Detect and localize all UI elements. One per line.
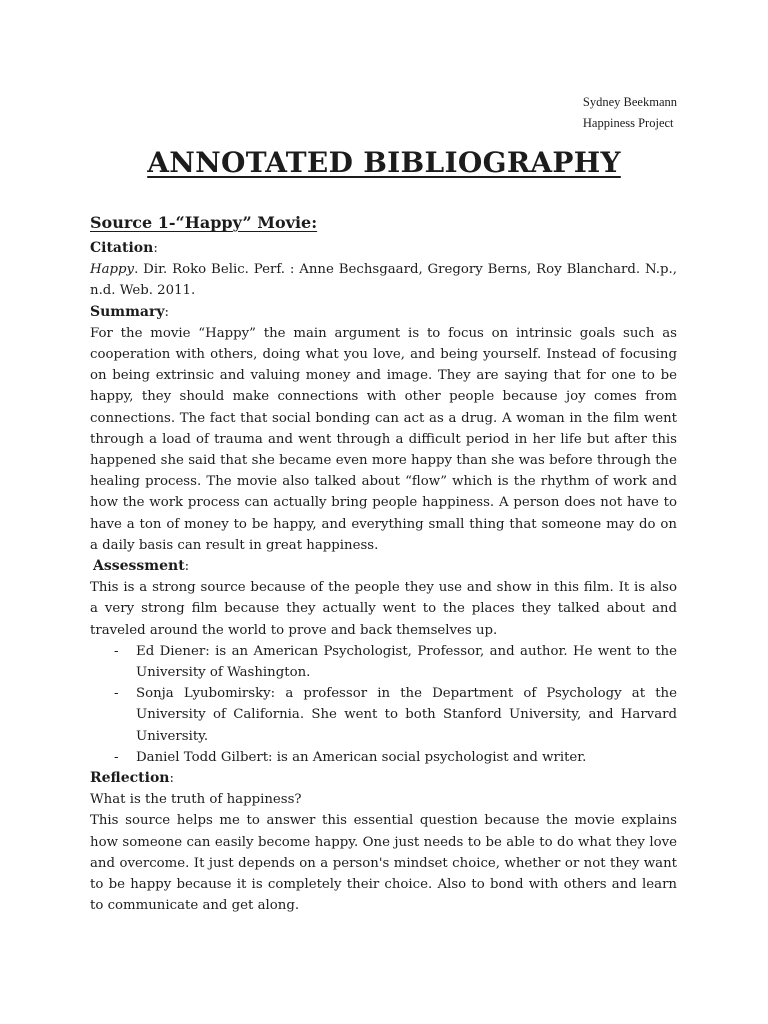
assessment-text: This is a strong source because of the people they use and show in this film. It is also a very strong film because they actually went to the places they talked about and traveled around the world to prove and back themselves up. [90, 580, 677, 638]
citation-colon: : [153, 241, 158, 256]
summary-colon: : [164, 304, 169, 320]
dash-bullet: - [114, 686, 119, 702]
source-heading: Source 1-“Happy” Movie: [90, 213, 318, 232]
list-item-text: Sonja Lyubomirsky: a professor in the Department of Psychology at the University of California. She went to both Stanford University, and Harvard University. [136, 686, 677, 744]
reflection-colon: : [169, 771, 174, 787]
reflection-label: Reflection [90, 770, 170, 787]
assessment-colon: : [184, 559, 190, 575]
citation-section [90, 238, 677, 259]
list-item-text: Ed Diener: is an American Psychologist, Professor, and author. He went to the University of Washington. [136, 643, 677, 681]
dash-bullet: - [114, 643, 119, 659]
summary-text: For the movie “Happy” the main argument is to focus on intrinsic goals such as cooperation with others, doing what you love, and being yourself. Instead of focusing on being extrinsic and valuing money and image. They are saying that for one to be happy, they should make connections with other people because joy comes from connections. The fact that social bonding can act as a drug. A woman in the film went through a load of trauma and went through a difficult period in her life but after this happened she said that she became even more happy than she was before through the healing process. The movie also talked about “flow” which is the rhythm of work and how the work process can actually bring people happiness. A person does not have to have a ton of money to be happy, and everything small thing that someone may do on a daily basis can result in great happiness. [90, 325, 677, 553]
list-item [90, 641, 677, 683]
list-item-text: Daniel Todd Gilbert: is an American social psychologist and writer. [136, 749, 587, 765]
citation-text [90, 259, 677, 301]
assessment-label: Assessment [93, 558, 185, 575]
summary-section [90, 302, 677, 323]
summary-label: Summary [90, 303, 165, 320]
citation-label: Citation [90, 240, 154, 256]
list-item [90, 747, 677, 768]
citation-rest: . Dir. Roko Belic. Perf. : Anne Bechsgaard, Gregory Berns, Roy Blanchard. N.p., n.d. Web. 2011. [90, 262, 677, 299]
project-name: Happiness Project [582, 116, 674, 130]
page-title [0, 146, 768, 179]
reflection-question: What is the truth of happiness? [90, 792, 302, 808]
dash-bullet: - [114, 749, 119, 765]
expert-list [90, 641, 677, 768]
reflection-text: This source helps me to answer this essential question because the movie explains how someone can easily become happy. One just needs to be able to do what they love and overcome. It just depends on a person's mindset choice, whether or not they want to be happy because it is completely their choice. Also to bond with others and learn to communicate and get along. [90, 813, 677, 914]
author-name: Sydney Beekmann [582, 95, 677, 109]
citation-title: Happy [90, 262, 135, 278]
header-block [583, 92, 677, 134]
reflection-section [90, 768, 677, 789]
assessment-section [90, 556, 677, 577]
list-item [90, 683, 677, 747]
document-body [90, 210, 677, 917]
page-title-text: ANNOTATED BIBLIOGRAPHY [147, 146, 621, 179]
